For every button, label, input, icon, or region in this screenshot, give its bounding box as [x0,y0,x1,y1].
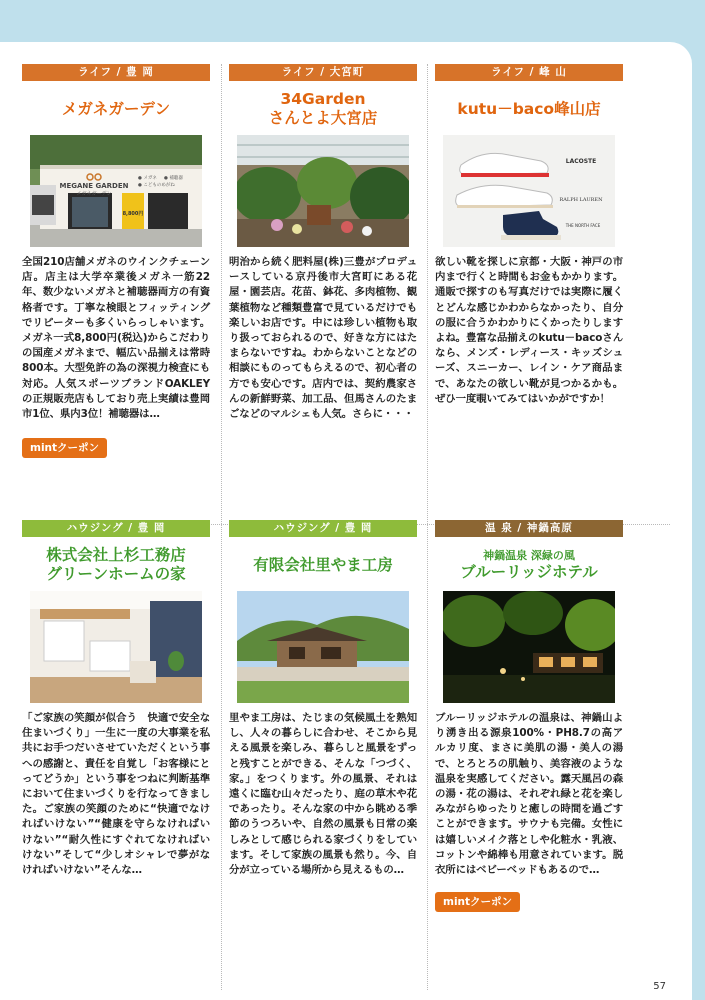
card-body: 欲しい靴を探しに京都・大阪・神戸の市内まで行くと時間もお金もかかります。通販で探すのも写真だけでは実際に履くとどんな感じかわからなかったり、自分の服に合うかわかりにくかったりしますよね。豊富な品揃えのkutu－bacoさんなら、メンズ・レディース・キッズシューズ、スニーカー、レイン・ケア商品まで、あなたの欲しい靴が見つかるかも。ぜひ一度覗いてみてはいかがですか！ [435,256,623,405]
card-megane-garden [22,64,210,458]
house-interior-photo [30,591,202,703]
title-text: メガネガーデン [61,99,171,118]
price-sign: 8,800円 [122,211,144,217]
card-title [435,87,623,131]
mint-coupon-button[interactable]: mintクーポン [435,892,520,912]
column-divider [427,524,428,990]
title-line: 株式会社上杉工務店 [46,546,186,564]
card-kutu-baco [435,64,623,407]
magazine-page [0,42,692,1000]
title-line: さんとよ大宮店 [268,109,378,127]
category-badge: 温 泉 / 神鍋高原 [435,520,623,537]
sign-item: ● 補聴器 [164,176,183,181]
card-body: 全国210店舗メガネのウインクチェーン店。店主は大学卒業後メガネ一筋22年、数少ないメガネと補聴器両方の有資格者です。丁寧な検眼とフィッティングでリピーターも多くいらっしゃいます。メガネ一式8,800円(税込)からこだわりの国産メガネまで、幅広い品揃えは常時800本。大型免許の為の深視力検査にも対応。人気スポーツブランドOAKLEYの正規販売店もしており売上実績は豊岡市1位、県内3位！補聴器は… [22,256,210,421]
column-divider [221,524,222,990]
category-badge: ライフ / 豊 岡 [22,64,210,81]
card-34garden [229,64,417,422]
sign-item: ● こどものめがね [138,183,175,188]
brand-ralph-lauren: RALPH LAUREN [559,197,603,203]
card-title [22,87,210,131]
card-body: 里やま工房は、たじまの気候風土を熟知し、人々の暮らしに合わせ、そこから見える風景を楽しみ、暮らしと風景をずっと残すことができる、そんな「つづく、家。」をつくります。外の風景、それは遠くに臨む山々だったり、庭の草木や花であったり。そんな家の中から眺める季節のうつろいや、自然の風景も日常の楽しみとして感じられる家づくりをしています。そして家族の風景も然り。今、自分が立っている場所から見えるもの… [229,712,417,877]
card-title [229,543,417,587]
card-body: ブルーリッジホテルの温泉は、神鍋山より湧き出る源泉100%・PH8.7の高アルカリ度、まさに美肌の湯・美人の湯で、とろとろの肌触り、美容液のような温泉を実感してください。露天風呂の森の湯・花の湯は、それぞれ緑と花を楽しみながらゆったりと癒しの時間を過ごすことができます。サウナも完備。女性には嬉しいメイク落としや化粧水・乳液、コットンや綿棒も用意されています。脱衣所にはベビーベッドもあるので… [435,712,623,877]
card-title [435,543,623,587]
title-text: ブルーリッジホテル [460,562,598,581]
mint-coupon-button[interactable]: mintクーポン [22,438,107,458]
card-title [22,543,210,587]
brand-north-face: THE NORTH FACE [565,223,601,228]
card-title [229,87,417,131]
sign-logo: MEGANE GARDEN [59,182,129,190]
card-uesugi-komuten [22,520,210,878]
brand-lacoste: LACOSTE [565,158,597,165]
card-satoyama-kobo [229,520,417,878]
title-line: 34Garden [280,90,366,108]
sign-kana: メガネガーデン [76,191,112,197]
column-divider [221,64,222,546]
house-exterior-photo [237,591,409,703]
store-photo [237,135,409,247]
title-text: kutu－baco峰山店 [457,99,601,118]
card-body: 「ご家族の笑顔が似合う 快適で安全な住まいづくり」一生に一度の大事業を私共にお手つだいさせていただくという事への感謝と、責任を自覚し「お客様にとってどうか」という事をつねに判断基準において住まいづくりを行なってきました。ご家族の笑顔のために“快適でなければいけない”“健康を守らなければいけない”“耐久性にすぐれてなければいけない”そして“少しオシャレで夢がなければいけない”そんな… [22,712,210,877]
category-badge: ライフ / 峰 山 [435,64,623,81]
title-text: 有限会社里やま工房 [253,555,393,574]
column-divider [427,64,428,546]
page-number: 57 [653,981,666,992]
sign-item: ● メガネ [138,176,157,181]
hotel-night-photo [443,591,615,703]
title-line: グリーンホームの家 [46,565,186,583]
store-photo [30,135,202,247]
shoes-photo [443,135,615,247]
title-subtitle: 神鍋温泉 深緑の風 [483,548,575,562]
category-badge: ハウジング / 豊 岡 [22,520,210,537]
card-body: 明治から続く肥料屋(株)三豊がプロデュースしている京丹後市大宮町にある花屋・園芸店。花苗、鉢花、多肉植物、観葉植物など種類豊富で見ているだけでも楽しいお店です。中には珍しい植物も取り扱っておられるので、好きな方にはたまらないですね。わからないことなどの相談にものってもらえるので、初心者の方でも安心です。店内では、契約農家さんの新鮮野菜、加工品、但馬さんのたまごなどのマルシェも人気。さらに・・・ [229,256,417,421]
category-badge: ライフ / 大宮町 [229,64,417,81]
category-badge: ハウジング / 豊 岡 [229,520,417,537]
card-blue-ridge-hotel [435,520,623,912]
